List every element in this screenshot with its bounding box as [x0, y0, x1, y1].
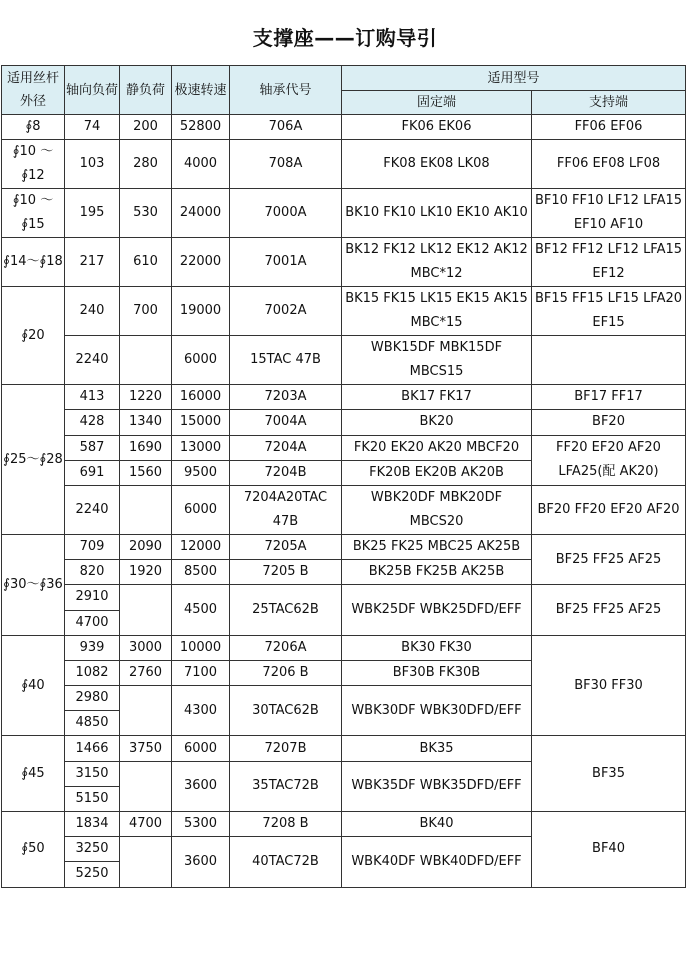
cell-diameter: ∮14～∮18 [2, 238, 65, 287]
cell-static-load: 200 [120, 115, 172, 140]
cell-axial-load: 428 [65, 410, 120, 435]
cell-axial-load: 240 [65, 287, 120, 336]
table-row [2, 189, 686, 238]
table-row [2, 115, 686, 140]
cell-bearing: 7002A [230, 287, 342, 336]
cell-bearing: 30TAC62B [230, 686, 342, 736]
cell-diameter: ∮50 [2, 812, 65, 888]
cell-bearing: 35TAC72B [230, 761, 342, 811]
table-row [2, 435, 686, 460]
cell-fixed-end: BK25 FK25 MBC25 AK25B [342, 534, 532, 559]
cell-fixed-end: WBK20DF MBK20DF MBCS20 [342, 485, 532, 534]
cell-fixed-end: WBK30DF WBK30DFD/EFF [342, 686, 532, 736]
cell-axial-load: 709 [65, 534, 120, 559]
cell-diameter: ∮20 [2, 287, 65, 385]
cell-diameter: ∮8 [2, 115, 65, 140]
cell-support-end: BF25 FF25 AF25 [532, 534, 686, 584]
cell-fixed-end: FK20B EK20B AK20B [342, 460, 532, 485]
cell-bearing: 7207B [230, 736, 342, 761]
table-row [2, 736, 686, 761]
cell-support-end: BF40 [532, 812, 686, 888]
cell-bearing: 7204B [230, 460, 342, 485]
cell-support-end: BF20 FF20 EF20 AF20 [532, 485, 686, 534]
cell-bearing: 25TAC62B [230, 585, 342, 635]
cell-fixed-end: BK25B FK25B AK25B [342, 560, 532, 585]
cell-static-load: 700 [120, 287, 172, 336]
header-static-load: 静负荷 [120, 66, 172, 115]
cell-static-load: 280 [120, 140, 172, 189]
cell-axial-load: 4700 [65, 610, 120, 635]
cell-static-load: 530 [120, 189, 172, 238]
cell-bearing: 7205A [230, 534, 342, 559]
cell-speed: 7100 [172, 660, 230, 685]
cell-fixed-end: BK20 [342, 410, 532, 435]
cell-static-load [120, 837, 172, 887]
cell-support-end: BF17 FF17 [532, 385, 686, 410]
cell-bearing: 7206 B [230, 660, 342, 685]
cell-static-load: 1690 [120, 435, 172, 460]
cell-axial-load: 5150 [65, 786, 120, 811]
cell-fixed-end: WBK15DF MBK15DF MBCS15 [342, 336, 532, 385]
cell-speed: 16000 [172, 385, 230, 410]
cell-support-end: BF12 FF12 LF12 LFA15 EF12 [532, 238, 686, 287]
cell-support-end [532, 336, 686, 385]
cell-speed: 6000 [172, 485, 230, 534]
cell-speed: 52800 [172, 115, 230, 140]
cell-bearing: 7000A [230, 189, 342, 238]
table-row [2, 238, 686, 287]
cell-static-load: 1220 [120, 385, 172, 410]
cell-speed: 6000 [172, 336, 230, 385]
header-support-end: 支持端 [532, 91, 686, 115]
cell-fixed-end: WBK40DF WBK40DFD/EFF [342, 837, 532, 887]
table-row [2, 485, 686, 534]
cell-speed: 5300 [172, 812, 230, 837]
cell-support-end: BF10 FF10 LF12 LFA15 EF10 AF10 [532, 189, 686, 238]
cell-bearing: 7004A [230, 410, 342, 435]
cell-axial-load: 413 [65, 385, 120, 410]
cell-axial-load: 103 [65, 140, 120, 189]
cell-speed: 22000 [172, 238, 230, 287]
cell-bearing: 7204A [230, 435, 342, 460]
cell-speed: 13000 [172, 435, 230, 460]
cell-axial-load: 3250 [65, 837, 120, 862]
cell-support-end: BF15 FF15 LF15 LFA20 EF15 [532, 287, 686, 336]
table-row [2, 585, 686, 610]
cell-axial-load: 1466 [65, 736, 120, 761]
cell-static-load: 1340 [120, 410, 172, 435]
table-row [2, 534, 686, 559]
cell-fixed-end: BK15 FK15 LK15 EK15 AK15 MBC*15 [342, 287, 532, 336]
cell-axial-load: 1082 [65, 660, 120, 685]
cell-speed: 10000 [172, 635, 230, 660]
cell-diameter: ∮10 ～∮15 [2, 189, 65, 238]
cell-speed: 4500 [172, 585, 230, 635]
header-speed: 极速转速 [172, 66, 230, 115]
cell-axial-load: 217 [65, 238, 120, 287]
cell-bearing: 708A [230, 140, 342, 189]
cell-speed: 19000 [172, 287, 230, 336]
cell-speed: 24000 [172, 189, 230, 238]
cell-axial-load: 1834 [65, 812, 120, 837]
cell-bearing: 7205 B [230, 560, 342, 585]
cell-fixed-end: BK40 [342, 812, 532, 837]
cell-speed: 6000 [172, 736, 230, 761]
cell-fixed-end: WBK25DF WBK25DFD/EFF [342, 585, 532, 635]
cell-static-load: 2090 [120, 534, 172, 559]
table-row [2, 410, 686, 435]
table-row [2, 812, 686, 837]
cell-fixed-end: BF30B FK30B [342, 660, 532, 685]
cell-fixed-end: FK06 EK06 [342, 115, 532, 140]
cell-speed: 15000 [172, 410, 230, 435]
cell-axial-load: 2980 [65, 686, 120, 711]
cell-fixed-end: BK17 FK17 [342, 385, 532, 410]
cell-support-end: FF20 EF20 AF20 LFA25(配 AK20) [532, 435, 686, 485]
table-row [2, 635, 686, 660]
cell-axial-load: 691 [65, 460, 120, 485]
cell-bearing: 7204A20TAC 47B [230, 485, 342, 534]
cell-fixed-end: FK08 EK08 LK08 [342, 140, 532, 189]
cell-bearing: 7001A [230, 238, 342, 287]
cell-axial-load: 939 [65, 635, 120, 660]
cell-bearing: 706A [230, 115, 342, 140]
cell-support-end: BF35 [532, 736, 686, 812]
cell-support-end: BF25 FF25 AF25 [532, 585, 686, 635]
cell-support-end: BF30 FF30 [532, 635, 686, 736]
cell-axial-load: 820 [65, 560, 120, 585]
cell-speed: 8500 [172, 560, 230, 585]
table-row [2, 140, 686, 189]
cell-fixed-end: FK20 EK20 AK20 MBCF20 [342, 435, 532, 460]
cell-diameter: ∮10 ～∮12 [2, 140, 65, 189]
cell-bearing: 40TAC72B [230, 837, 342, 887]
header-bearing: 轴承代号 [230, 66, 342, 115]
cell-bearing: 7206A [230, 635, 342, 660]
cell-axial-load: 3150 [65, 761, 120, 786]
cell-support-end: BF20 [532, 410, 686, 435]
header-model: 适用型号 [342, 66, 686, 91]
table-row [2, 336, 686, 385]
table-row [2, 287, 686, 336]
cell-diameter: ∮25～∮28 [2, 385, 65, 535]
cell-static-load: 1920 [120, 560, 172, 585]
cell-diameter: ∮40 [2, 635, 65, 736]
cell-diameter: ∮30～∮36 [2, 534, 65, 635]
header-fixed-end: 固定端 [342, 91, 532, 115]
cell-axial-load: 4850 [65, 711, 120, 736]
cell-bearing: 15TAC 47B [230, 336, 342, 385]
page-title: 支撑座——订购导引 [252, 26, 438, 50]
header-axial-load: 轴向负荷 [65, 66, 120, 115]
cell-axial-load: 5250 [65, 862, 120, 887]
cell-support-end: FF06 EF06 [532, 115, 686, 140]
cell-fixed-end: BK35 [342, 736, 532, 761]
cell-static-load: 3000 [120, 635, 172, 660]
cell-support-end: FF06 EF08 LF08 [532, 140, 686, 189]
header-diameter: 适用丝杆外径 [2, 66, 65, 115]
cell-fixed-end: BK12 FK12 LK12 EK12 AK12 MBC*12 [342, 238, 532, 287]
ordering-guide-table [1, 65, 686, 888]
cell-speed: 9500 [172, 460, 230, 485]
cell-static-load [120, 686, 172, 736]
cell-diameter: ∮45 [2, 736, 65, 812]
cell-speed: 4300 [172, 686, 230, 736]
cell-bearing: 7203A [230, 385, 342, 410]
cell-axial-load: 195 [65, 189, 120, 238]
cell-fixed-end: BK30 FK30 [342, 635, 532, 660]
cell-fixed-end: WBK35DF WBK35DFD/EFF [342, 761, 532, 811]
cell-axial-load: 587 [65, 435, 120, 460]
cell-speed: 12000 [172, 534, 230, 559]
cell-speed: 4000 [172, 140, 230, 189]
cell-static-load [120, 761, 172, 811]
cell-static-load: 4700 [120, 812, 172, 837]
table-row [2, 385, 686, 410]
cell-axial-load: 74 [65, 115, 120, 140]
table-header [2, 66, 686, 115]
cell-static-load [120, 336, 172, 385]
cell-static-load: 1560 [120, 460, 172, 485]
cell-axial-load: 2240 [65, 485, 120, 534]
cell-fixed-end: BK10 FK10 LK10 EK10 AK10 [342, 189, 532, 238]
cell-static-load [120, 485, 172, 534]
cell-static-load [120, 585, 172, 635]
cell-bearing: 7208 B [230, 812, 342, 837]
cell-static-load: 3750 [120, 736, 172, 761]
cell-axial-load: 2910 [65, 585, 120, 610]
cell-static-load: 610 [120, 238, 172, 287]
cell-static-load: 2760 [120, 660, 172, 685]
cell-axial-load: 2240 [65, 336, 120, 385]
cell-speed: 3600 [172, 837, 230, 887]
cell-speed: 3600 [172, 761, 230, 811]
